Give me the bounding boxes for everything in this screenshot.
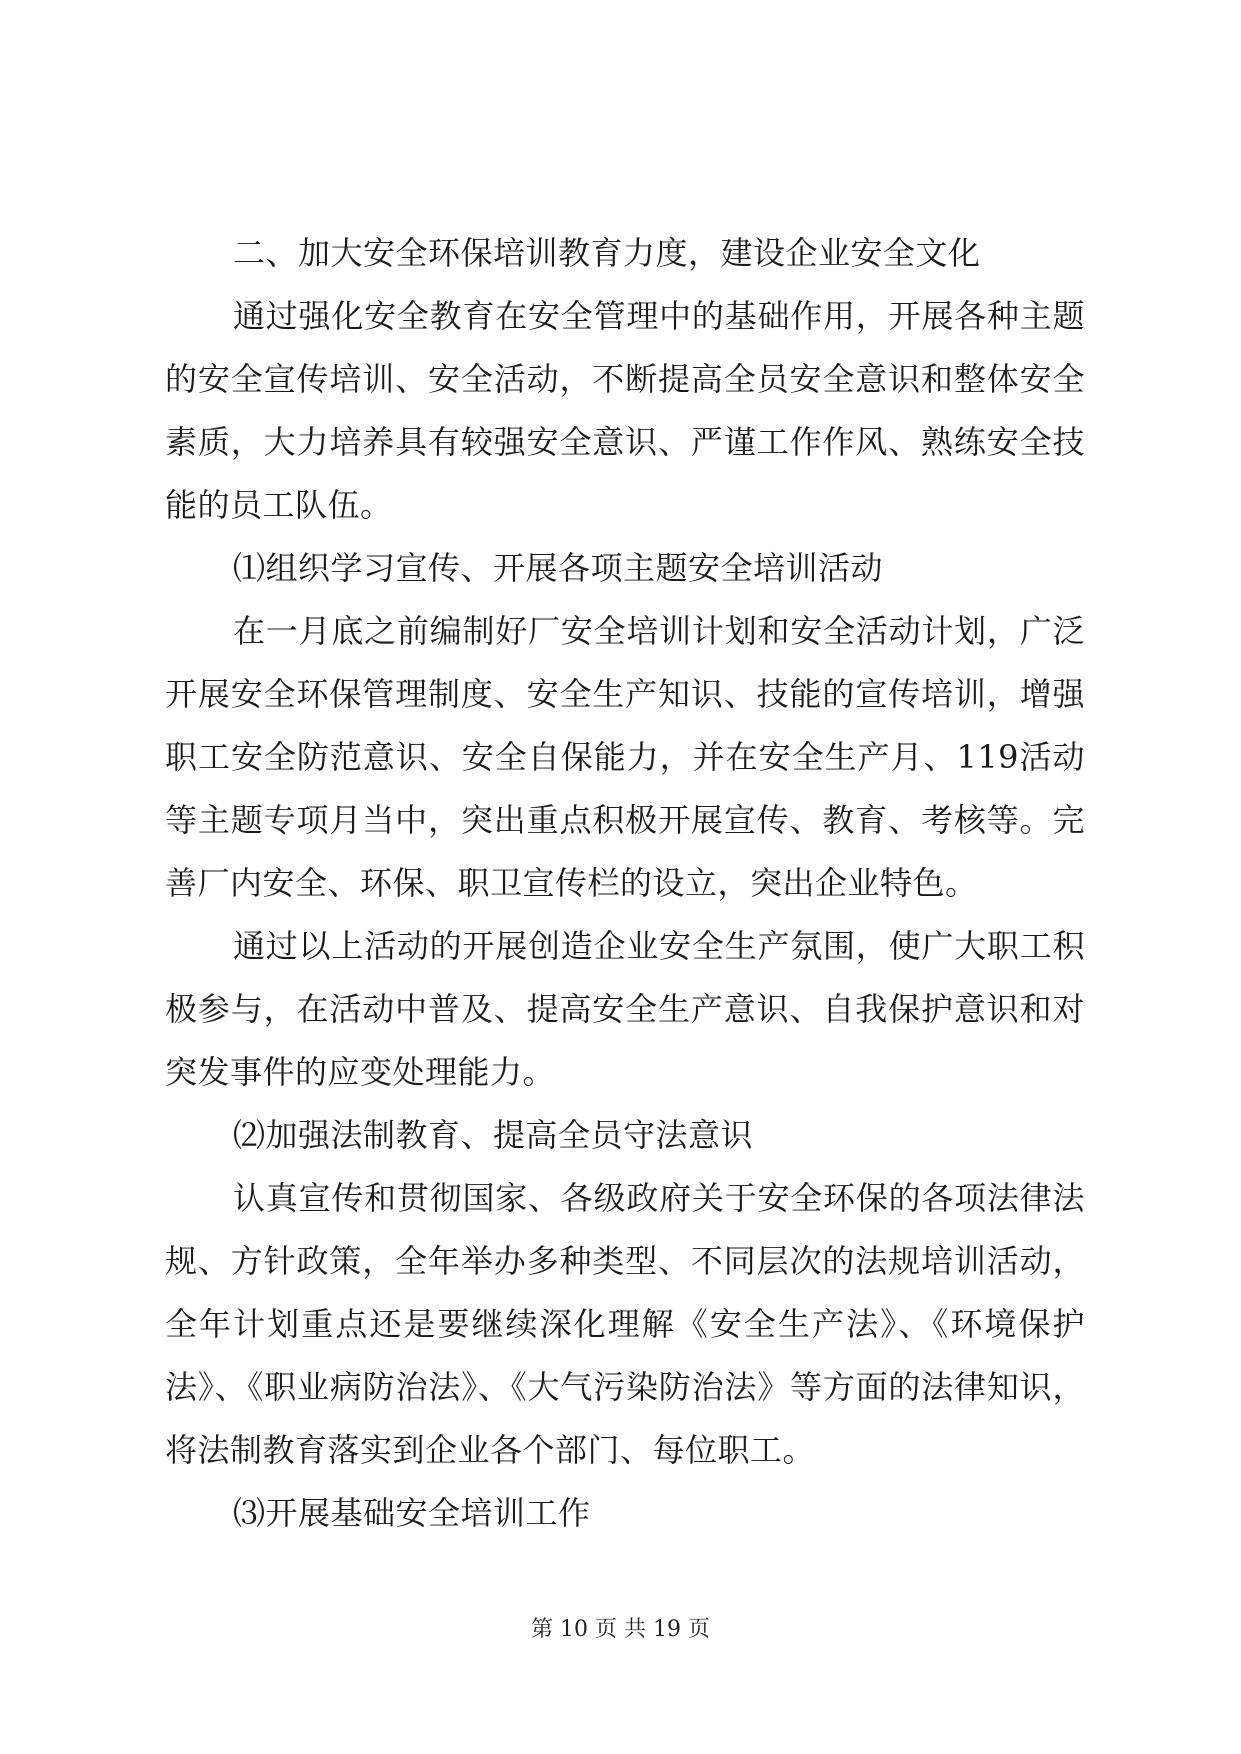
subsection-heading: ⑶开展基础安全培训工作 <box>233 1494 591 1532</box>
body-paragraph: 通过强化安全教育在安全管理中的基础作用，开展各种主题的安全宣传培训、安全活动，不断提高全员安全意识和整体安全素质，大力培养具有较强安全意识、严谨工作作风、熟练安全技能的员工队伍。 <box>165 297 1085 524</box>
body-paragraph: 认真宣传和贯彻国家、各级政府关于安全环保的各项法律法规、方针政策，全年举办多种类型、不同层次的法规培训活动，全年计划重点还是要继续深化理解《安全生产法》、《环境保护法》、《职业病防治法》、《大气污染防治法》等方面的法律知识，将法制教育落实到企业各个部门、每位职工。 <box>165 1179 1085 1469</box>
subsection-heading: ⑵加强法制教育、提高全员守法意识 <box>233 1116 754 1154</box>
body-paragraph: 通过以上活动的开展创造企业安全生产氛围，使广大职工积极参与，在活动中普及、提高安全生产意识、自我保护意识和对突发事件的应变处理能力。 <box>165 927 1085 1091</box>
document-body <box>165 222 1085 1545</box>
section-heading: 二、加大安全环保培训教育力度，建设企业安全文化 <box>233 234 981 272</box>
page-footer: 第 10 页 共 19 页 <box>531 1617 710 1642</box>
body-paragraph: 在一月底之前编制好厂安全培训计划和安全活动计划，广泛开展安全环保管理制度、安全生产知识、技能的宣传培训，增强职工安全防范意识、安全自保能力，并在安全生产月、119活动等主题专项月当中，突出重点积极开展宣传、教育、考核等。完善厂内安全、环保、职卫宣传栏的设立，突出企业特色。 <box>165 612 1085 902</box>
subsection-heading: ⑴组织学习宣传、开展各项主题安全培训活动 <box>233 549 884 587</box>
